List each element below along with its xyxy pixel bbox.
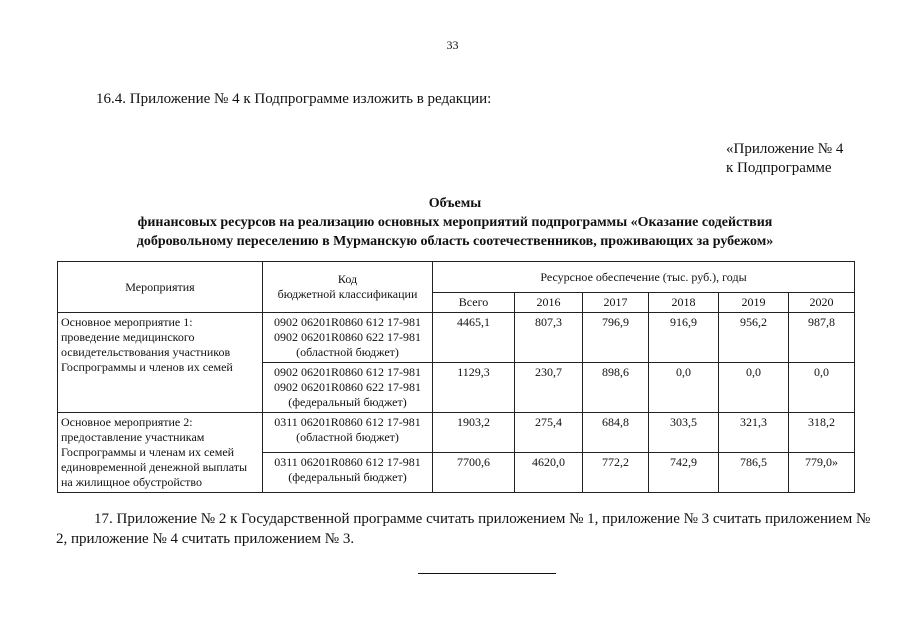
value-cell: 230,7 (515, 363, 583, 413)
appendix-ref-line2: к Подпрограмме (726, 160, 832, 176)
appendix-reference (726, 140, 843, 178)
code-cell (263, 363, 433, 413)
value-cell: 987,8 (789, 313, 855, 363)
paragraph-17: 17. Приложение № 2 к Государственной программе считать приложением № 1, приложение № 3 считать приложением № 2, приложение № 4 считать приложением № 3. (56, 511, 871, 547)
title-line2: финансовых ресурсов на реализацию основных мероприятий подпрограммы «Оказание содействия (137, 215, 773, 230)
header-events: Мероприятия (58, 262, 263, 313)
event-cell-1 (58, 313, 263, 413)
value-cell: 0,0 (649, 363, 719, 413)
code-line: (областной бюджет) (296, 345, 399, 359)
code-line: 0902 06201R0860 622 17-981 (274, 380, 421, 394)
code-line: 0311 06201R0860 612 17-981 (274, 415, 421, 429)
header-year: 2016 (515, 293, 583, 313)
code-line: (федеральный бюджет) (288, 470, 407, 484)
page-number: 33 (446, 38, 459, 52)
value-cell: 898,6 (583, 363, 649, 413)
code-line: 0902 06201R0860 622 17-981 (274, 330, 421, 344)
value-cell: 318,2 (789, 413, 855, 453)
total-cell: 1903,2 (433, 413, 515, 453)
value-cell: 0,0 (719, 363, 789, 413)
title-line3: добровольному переселению в Мурманскую область соотечественников, проживающих за рубежом» (136, 234, 774, 249)
paragraph-16-4: 16.4. Приложение № 4 к Подпрограмме изложить в редакции: (96, 91, 492, 107)
total-cell: 4465,1 (433, 313, 515, 363)
document-title (60, 194, 850, 251)
value-cell: 772,2 (583, 453, 649, 493)
value-cell: 4620,0 (515, 453, 583, 493)
value-cell: 796,9 (583, 313, 649, 363)
appendix-ref-line1: «Приложение № 4 (726, 141, 844, 157)
header-year: 2019 (719, 293, 789, 313)
event-line: на жилищное обустройство (61, 475, 202, 489)
total-cell: 7700,6 (433, 453, 515, 493)
header-total: Всего (433, 293, 515, 313)
code-line: (федеральный бюджет) (288, 395, 407, 409)
header-year: 2017 (583, 293, 649, 313)
code-line: (областной бюджет) (296, 430, 399, 444)
code-line: 0902 06201R0860 612 17-981 (274, 365, 421, 379)
event-line: Основное мероприятие 2: (61, 415, 193, 429)
code-line: 0902 06201R0860 612 17-981 (274, 315, 421, 329)
value-cell: 684,8 (583, 413, 649, 453)
value-cell: 321,3 (719, 413, 789, 453)
value-cell: 0,0 (789, 363, 855, 413)
event-line: Основное мероприятие 1: (61, 315, 193, 329)
event-line: Госпрограммы и членам их семей (61, 445, 235, 459)
code-cell (263, 313, 433, 363)
divider-line (418, 573, 556, 574)
code-cell (263, 453, 433, 493)
value-cell: 786,5 (719, 453, 789, 493)
event-line: освидетельствования участников (61, 345, 231, 359)
event-cell-2 (58, 413, 263, 493)
table-row (58, 413, 855, 453)
header-code-line1: Код (337, 272, 358, 286)
value-cell: 303,5 (649, 413, 719, 453)
header-code-line2: бюджетной классификации (277, 287, 418, 301)
value-cell: 275,4 (515, 413, 583, 453)
event-line: Госпрограммы и членов их семей (61, 360, 233, 374)
value-cell: 742,9 (649, 453, 719, 493)
header-code (263, 262, 433, 313)
value-cell: 956,2 (719, 313, 789, 363)
value-cell: 807,3 (515, 313, 583, 363)
header-year: 2020 (789, 293, 855, 313)
event-line: единовременной денежной выплаты (61, 460, 248, 474)
table-row (58, 313, 855, 363)
code-line: 0311 06201R0860 612 17-981 (274, 455, 421, 469)
header-year: 2018 (649, 293, 719, 313)
value-cell: 779,0» (789, 453, 855, 493)
header-resources: Ресурсное обеспечение (тыс. руб.), годы (433, 262, 855, 293)
code-cell (263, 413, 433, 453)
total-cell: 1129,3 (433, 363, 515, 413)
title-line1: Объемы (428, 196, 482, 211)
event-line: предоставление участникам (61, 430, 205, 444)
budget-table (57, 261, 855, 493)
event-line: проведение медицинского (61, 330, 195, 344)
value-cell: 916,9 (649, 313, 719, 363)
